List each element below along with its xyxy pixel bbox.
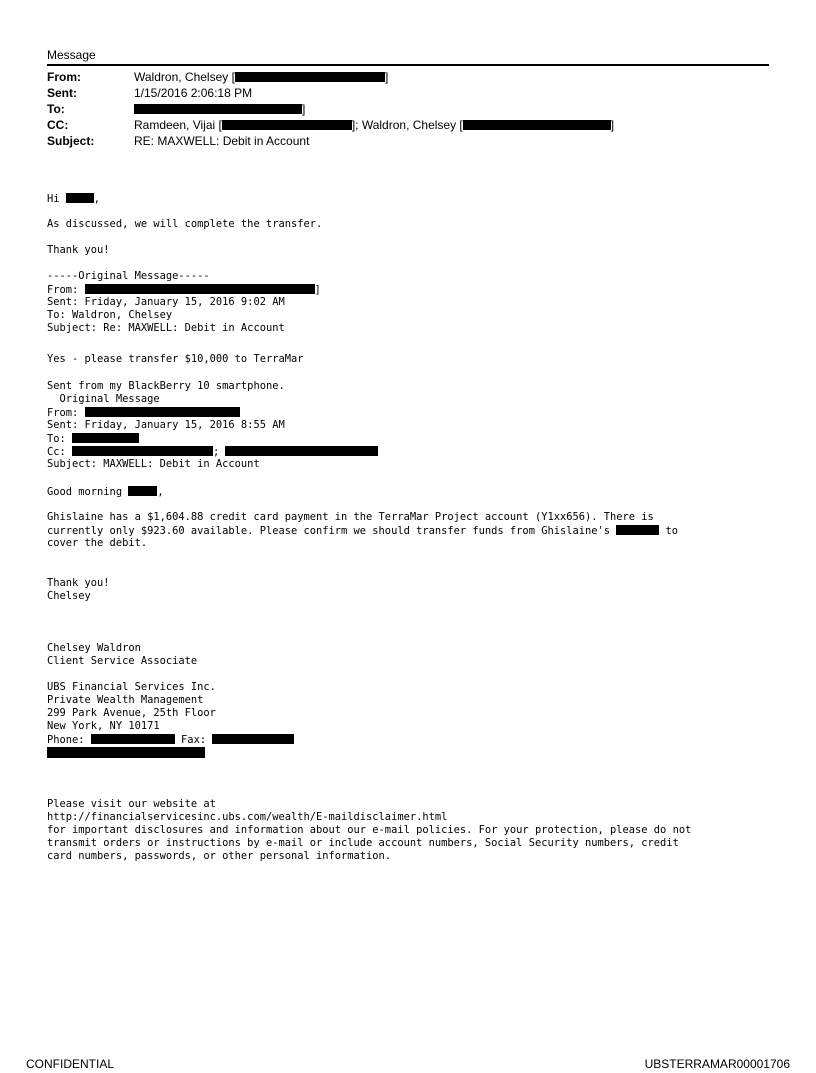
orig2-from-label: From:	[47, 407, 85, 419]
para-line	[47, 525, 678, 536]
orig2-label: Original Message	[47, 393, 160, 405]
cc-value-2: ]; Waldron, Chelsey [	[351, 118, 463, 132]
from-close: ]	[384, 70, 389, 84]
redaction-bar	[85, 284, 315, 294]
from-value: Waldron, Chelsey [	[134, 70, 235, 84]
orig1-subject-line: Subject: Re: MAXWELL: Debit in Account	[47, 322, 285, 334]
para-line: Ghislaine has a $1,604.88 credit card payment in the TerraMar Project account (Y1xx656). There is	[47, 511, 654, 523]
orig2-cc-label: Cc:	[47, 446, 73, 458]
orig2-subject-line: Subject: MAXWELL: Debit in Account	[47, 458, 260, 470]
orig2-from-line	[47, 407, 240, 418]
redaction-bar	[463, 120, 611, 130]
header-sent-row	[47, 85, 252, 101]
cc-value-1: Ramdeen, Vijai [	[134, 118, 222, 132]
good-morning-comma: ,	[157, 486, 164, 498]
thanks-line: Thank you!	[47, 577, 110, 589]
greeting-text: Hi	[47, 193, 66, 205]
subject-value: RE: MAXWELL: Debit in Account	[134, 134, 310, 148]
header-to-row	[47, 101, 305, 117]
redaction-bar	[225, 446, 378, 456]
para-line2-tail: to	[659, 525, 679, 537]
body-line: Thank you!	[47, 244, 110, 256]
para-line: cover the debit.	[47, 537, 148, 549]
good-morning-text: Good morning	[47, 486, 129, 498]
signature-address: 299 Park Avenue, 25th Floor	[47, 707, 216, 719]
blackberry-line: Sent from my BlackBerry 10 smartphone.	[47, 380, 285, 392]
disclaimer-line: transmit orders or instructions by e-mail or include account numbers, Social Security numbers, credit	[47, 837, 679, 849]
redaction-bar	[72, 433, 139, 443]
redaction-bar	[616, 525, 659, 535]
header-rule	[47, 64, 769, 66]
fax-label: Fax:	[174, 734, 213, 746]
disclaimer-url: http://financialservicesinc.ubs.com/wealth/E-maildisclaimer.html	[47, 811, 448, 823]
orig1-sent-line: Sent: Friday, January 15, 2016 9:02 AM	[47, 296, 285, 308]
header-cc-row	[47, 117, 614, 133]
sent-label: Sent:	[47, 86, 77, 100]
orig2-sent-line: Sent: Friday, January 15, 2016 8:55 AM	[47, 419, 285, 431]
redaction-bar	[134, 104, 302, 114]
cc-label: CC:	[47, 118, 69, 132]
to-close: ]	[302, 102, 306, 116]
redaction-bar	[91, 734, 175, 744]
cc-close: ]	[610, 118, 615, 132]
signature-company: UBS Financial Services Inc.	[47, 681, 216, 693]
orig2-cc-sep: ;	[213, 446, 220, 458]
redaction-bar	[235, 72, 385, 82]
confidential-label: CONFIDENTIAL	[26, 1057, 115, 1071]
signature-phone-fax	[47, 734, 294, 745]
orig1-from-close: ]	[314, 284, 321, 296]
sent-value: 1/15/2016 2:06:18 PM	[134, 86, 253, 100]
disclaimer-line: card numbers, passwords, or other personal information.	[47, 850, 392, 862]
message-label: Message	[47, 48, 96, 62]
signature-division: Private Wealth Management	[47, 694, 204, 706]
header-subject-row	[47, 133, 309, 149]
original-message-separator: -----Original Message-----	[47, 270, 210, 282]
greeting-line	[47, 193, 100, 204]
signature-name: Chelsey Waldron	[47, 642, 141, 654]
orig1-to-line: To: Waldron, Chelsey	[47, 309, 173, 321]
subject-label: Subject:	[47, 134, 95, 148]
greeting-comma: ,	[93, 193, 101, 205]
reply-line: Yes - please transfer $10,000 to TerraMar	[47, 353, 304, 365]
orig2-to-label: To:	[47, 433, 73, 445]
signature-title: Client Service Associate	[47, 655, 198, 667]
redaction-bar	[222, 120, 352, 130]
good-morning-line	[47, 486, 164, 497]
redaction-bar	[72, 446, 213, 456]
redaction-bar	[66, 193, 94, 203]
orig1-from-label: From:	[47, 284, 85, 296]
signature-city: New York, NY 10171	[47, 720, 160, 732]
redaction-bar	[128, 486, 157, 496]
orig1-from-line	[47, 284, 321, 295]
header-from-row	[47, 69, 388, 85]
orig2-cc-line	[47, 446, 378, 457]
body-line: As discussed, we will complete the transfer.	[47, 218, 323, 230]
redaction-bar	[47, 747, 205, 758]
redaction-bar	[212, 734, 294, 744]
from-label: From:	[47, 70, 81, 84]
orig2-to-line	[47, 433, 139, 444]
para-line2-text: currently only $923.60 available. Please confirm we should transfer funds from Ghislaine's	[47, 525, 617, 537]
bates-number: UBSTERRAMAR00001706	[644, 1057, 790, 1071]
phone-label: Phone:	[47, 734, 91, 746]
to-label: To:	[47, 102, 65, 116]
disclaimer-line: Please visit our website at	[47, 798, 216, 810]
disclaimer-line: for important disclosures and information about our e-mail policies. For your protection, please do not	[47, 824, 692, 836]
sign-name: Chelsey	[47, 590, 91, 602]
redaction-bar	[85, 407, 240, 417]
